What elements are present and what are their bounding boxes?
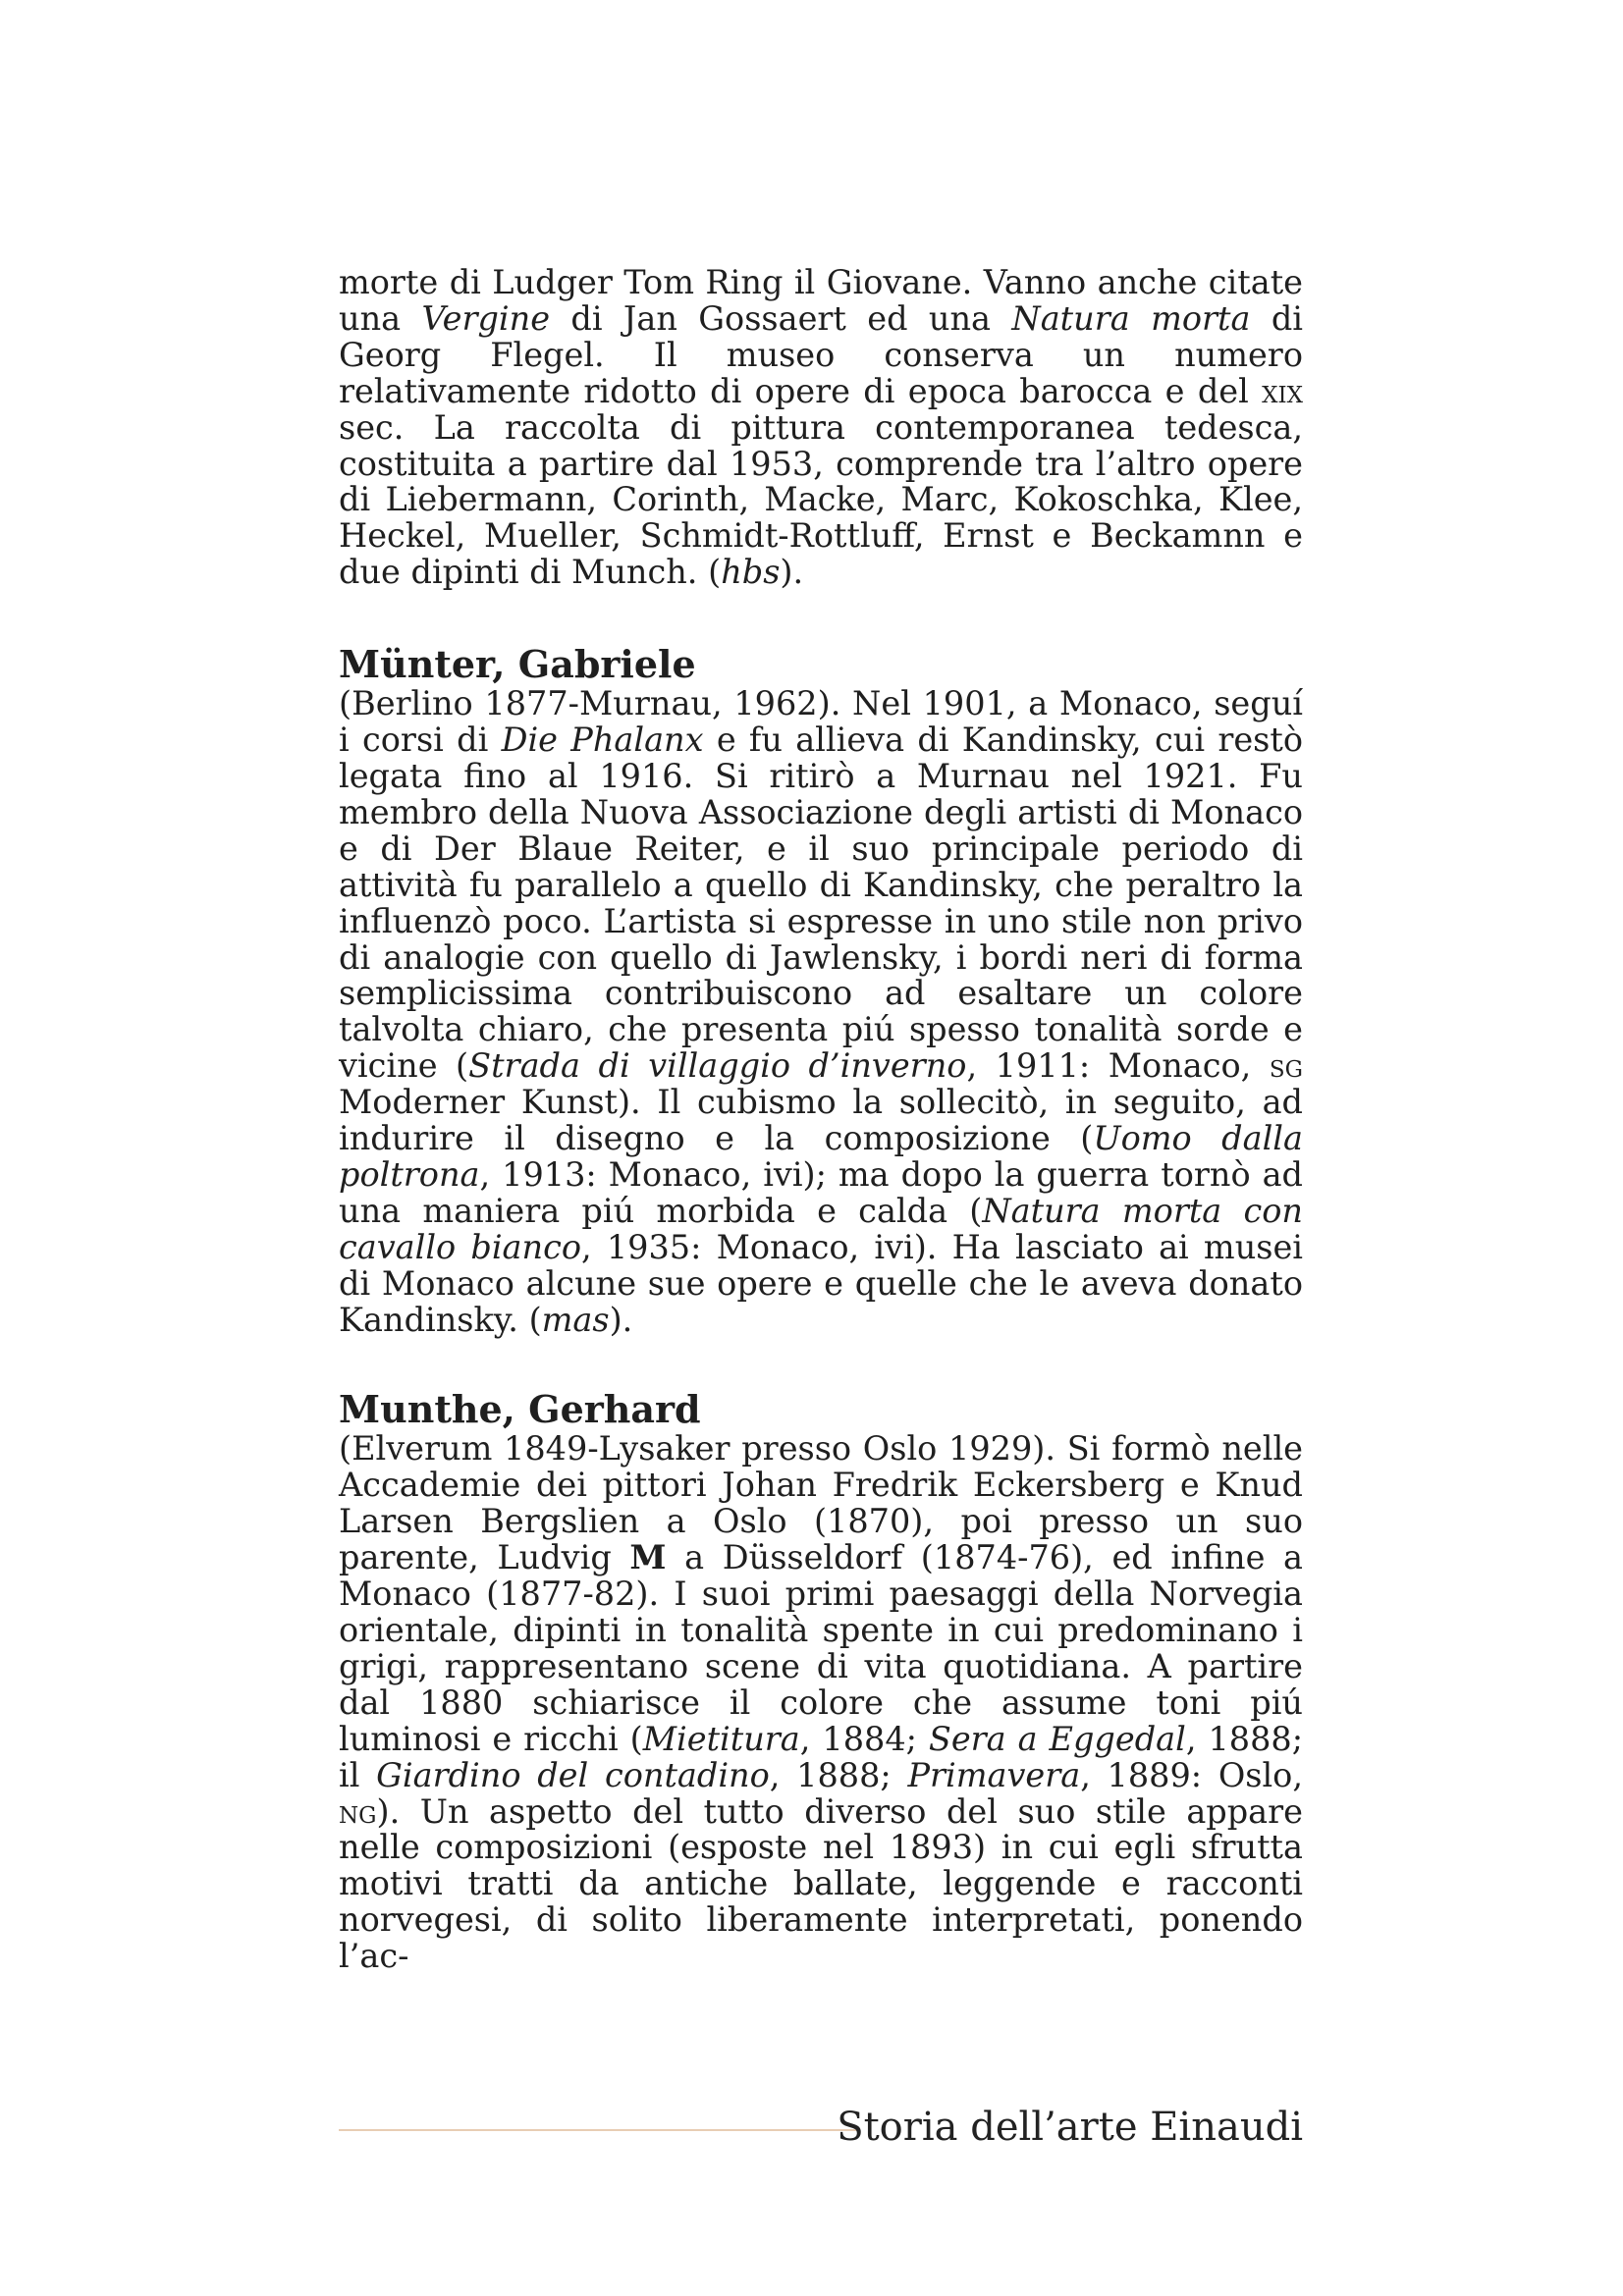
footer-rule xyxy=(339,2129,857,2131)
entry-body: (Elverum 1849-Lysaker presso Oslo 1929). Si formò nelle Accademie dei pittori Johan Fredrik Eckersberg e Knud Larsen Bergslien a Oslo (1870), poi presso un suo parente, Ludvig M a Düsseldorf (1874-76), ed infine a Monaco (1877-82). I suoi primi paesaggi della Norvegia orientale, dipinti in tonalità spente in cui predominano i grigi, rappresentano scene di vita quotidiana. A partire dal 1880 schiarisce il colore che assume toni piú luminosi e ricchi (Mietitura, 1884; Sera a Eggedal, 1888; il Giardino del contadino, 1888; Primavera, 1889: Oslo, ng). Un aspetto del tutto diverso del suo stile appare nelle composizioni (esposte nel 1893) in cui egli sfrutta motivi tratti da antiche ballate, leggende e racconti norvegesi, di solito liberamente interpretati, ponendo l’ac- xyxy=(339,1429,1304,1976)
footer-publication-title: Storia dell’arte Einaudi xyxy=(837,2105,1303,2150)
entry-title: Munthe, Gerhard xyxy=(339,1387,701,1432)
intro-paragraph: morte di Ludger Tom Ring il Giovane. Vanno anche citate una Vergine di Jan Gossaert ed una Natura morta di Georg Flegel. Il museo conserva un numero relativamente ridotto di opere di epoca barocca e del xix sec. La raccolta di pittura contemporanea tedesca, costituita a partire dal 1953, comprende tra l’altro opere di Liebermann, Corinth, Macke, Marc, Kokoschka, Klee, Heckel, Mueller, Schmidt-Rottluff, Ernst e Beckamnn e due dipinti di Munch. (hbs). xyxy=(339,263,1304,592)
entry-munter xyxy=(339,643,1303,1338)
entry-munthe xyxy=(339,1388,1303,1975)
text-column xyxy=(339,265,1303,1975)
entry-title: Münter, Gabriele xyxy=(339,642,696,687)
entry-body: (Berlino 1877-Murnau, 1962). Nel 1901, a Monaco, seguí i corsi di Die Phalanx e fu allieva di Kandinsky, cui restò legata fino al 1916. Si ritirò a Murnau nel 1921. Fu membro della Nuova Associazione degli artisti di Monaco e di Der Blaue Reiter, e il suo principale periodo di attività fu parallelo a quello di Kandinsky, che peraltro la influenzò poco. L’artista si espresse in uno stile non privo di analogie con quello di Jawlensky, i bordi neri di forma semplicissima contribuiscono ad esaltare un colore talvolta chiaro, che presenta piú spesso tonalità sorde e vicine (Strada di villaggio d’inverno, 1911: Monaco, sg Moderner Kunst). Il cubismo la sollecitò, in seguito, ad indurire il disegno e la composizione (Uomo dalla poltrona, 1913: Monaco, ivi); ma dopo la guerra tornò ad una maniera piú morbida e calda (Natura morta con cavallo bianco, 1935: Monaco, ivi). Ha lasciato ai musei di Monaco alcune sue opere e quelle che le aveva donato Kandinsky. (mas). xyxy=(339,684,1304,1339)
page-footer xyxy=(339,2103,1303,2152)
